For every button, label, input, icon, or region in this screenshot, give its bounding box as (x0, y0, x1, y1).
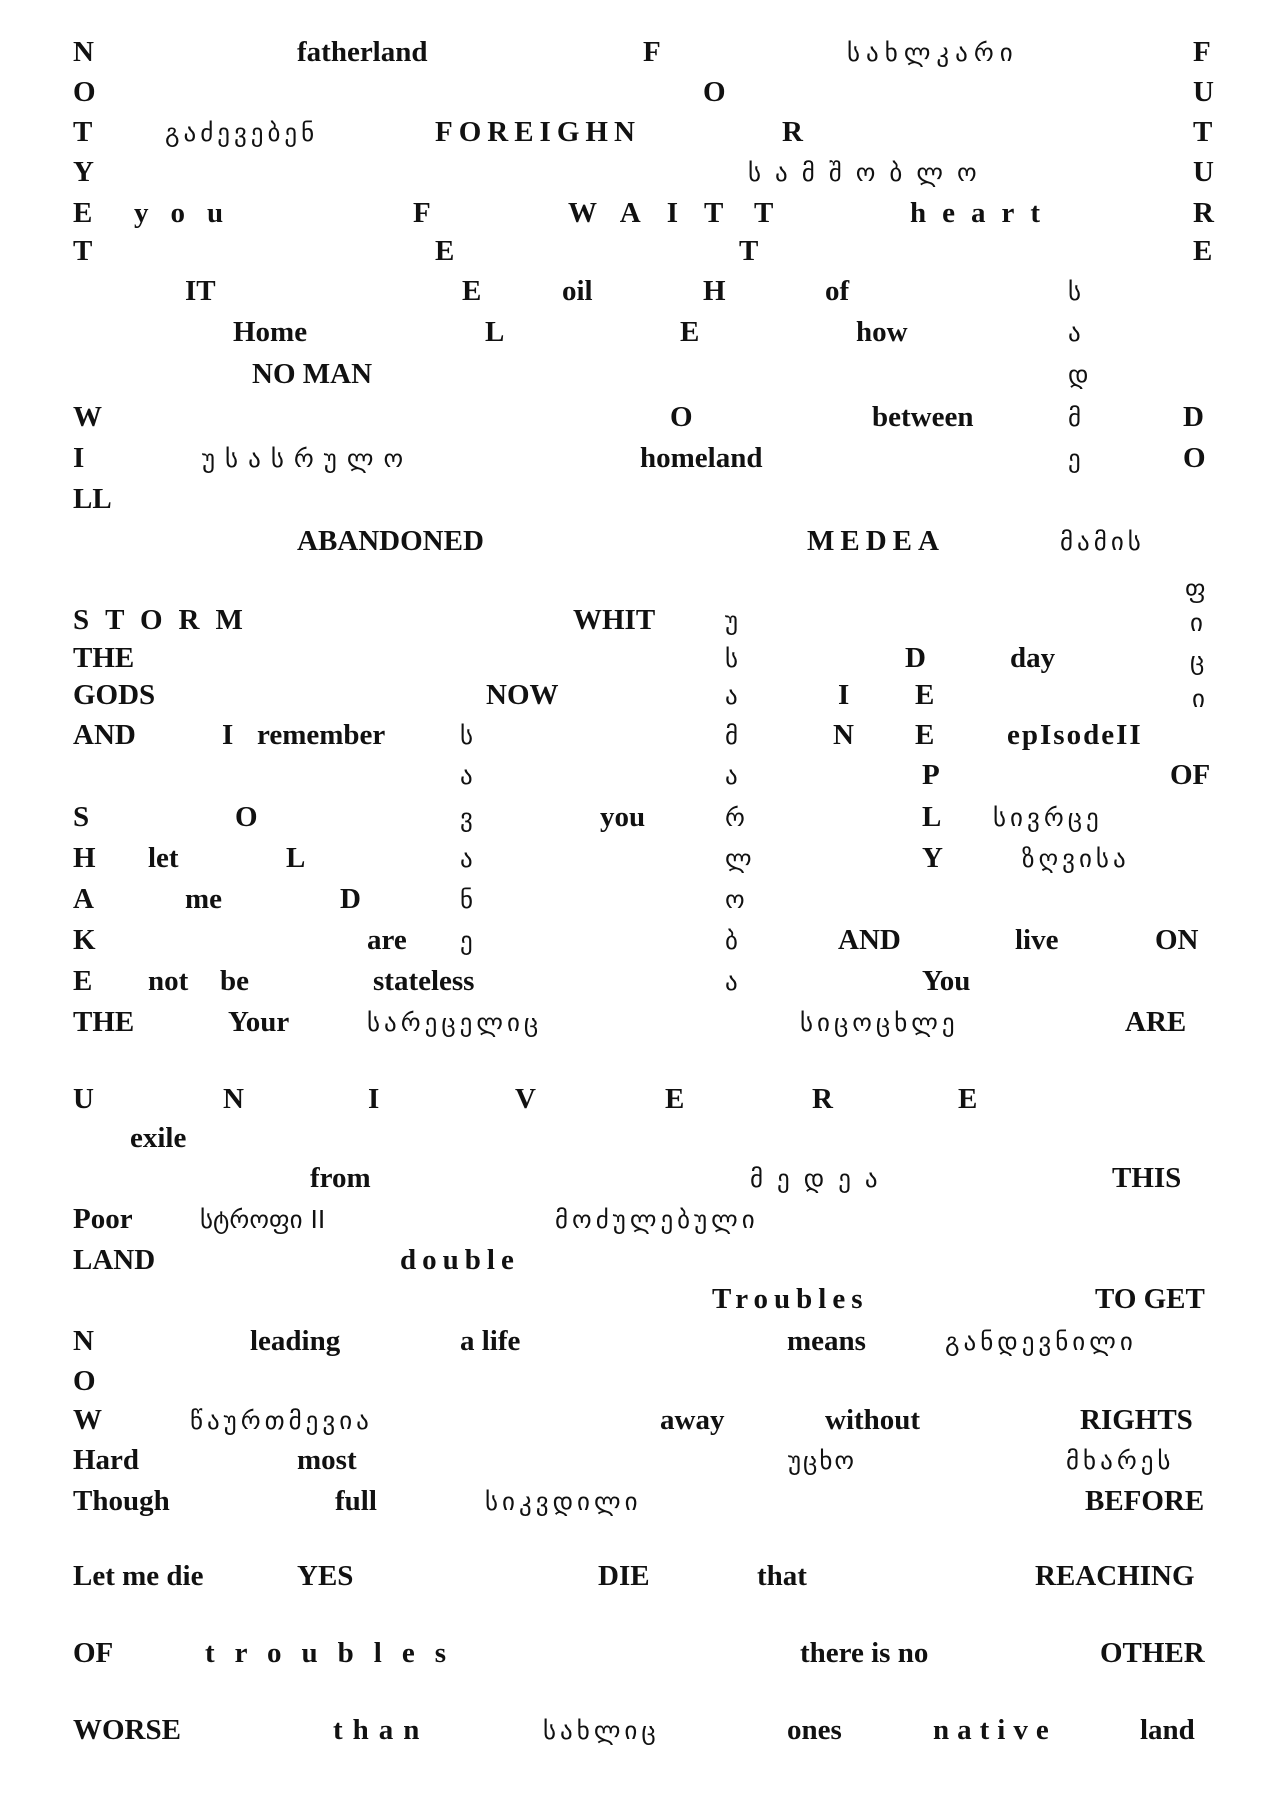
poem-word: K (73, 924, 96, 956)
poem-word: remember (257, 719, 386, 751)
poem-word: მოძულებული (555, 1205, 759, 1234)
poem-word: D (905, 642, 926, 674)
poem-word: NOW (486, 679, 559, 711)
poem-word: F (413, 197, 431, 229)
poem-word: than (333, 1714, 430, 1746)
poem-word: THE (73, 1006, 135, 1038)
poem-word: REACHING (1035, 1560, 1195, 1592)
poem-word: STORM (73, 604, 259, 636)
poem-word: O (235, 801, 258, 833)
poem-word: E (462, 275, 482, 307)
poem-word: Y (73, 156, 94, 188)
poem-word: ა (1068, 318, 1081, 347)
poem-word: GODS (73, 679, 156, 711)
poem-word: N (833, 719, 854, 751)
poem-word: that (757, 1560, 807, 1592)
poem-word: you (134, 197, 246, 229)
poem-word: მხარეს (1066, 1446, 1175, 1475)
poem-word: T (73, 235, 93, 267)
poem-word: L (286, 842, 306, 874)
poem-word: troubles (205, 1637, 466, 1669)
poem-word: away (660, 1404, 725, 1436)
poem-word: ლ (725, 844, 752, 873)
poem-word: უსასრულო (202, 444, 414, 473)
poem-word: S (73, 801, 90, 833)
poem-word: ON (1155, 924, 1199, 956)
poem-word: გაძევებენ (165, 118, 319, 147)
poem-word: P (922, 759, 940, 791)
poem-word: E (915, 719, 935, 751)
poem-word: N (73, 36, 94, 68)
poem-word: ARE (1125, 1006, 1187, 1038)
poem-word: IT (185, 275, 216, 307)
poem-word: ფ (1185, 574, 1206, 603)
poem-word: WHIT (573, 604, 656, 636)
poem-word: stateless (373, 965, 475, 997)
poem-word: ones (787, 1714, 842, 1746)
poem-word: N (223, 1083, 244, 1115)
poem-word: FOREIGHN (435, 116, 641, 148)
poem-word: I (73, 442, 85, 474)
poem-word: E (73, 965, 93, 997)
poem-word: you (600, 801, 646, 833)
poem-word: DIE (598, 1560, 650, 1592)
poem-word: OTHER (1100, 1637, 1205, 1669)
poem-word: how (856, 316, 908, 348)
poem-word: OF (73, 1637, 114, 1669)
poem-word: E (665, 1083, 685, 1115)
poem-word: E (435, 235, 455, 267)
poem-word: a life (460, 1325, 521, 1357)
poem-word: Though (73, 1485, 170, 1517)
poem-word: სახლიც (543, 1716, 660, 1745)
poem-word: U (73, 1083, 94, 1115)
poem-word: YES (297, 1560, 354, 1592)
poem-word: epIsodeII (1007, 719, 1143, 751)
poem-word: MEDEA (807, 525, 945, 557)
poem-word: means (787, 1325, 866, 1357)
poem-word: სარეცელიც (367, 1008, 543, 1037)
poem-word: of (825, 275, 850, 307)
poem-word: ABANDONED (297, 525, 484, 557)
poem-word: W (73, 401, 102, 433)
poem-word: let (148, 842, 179, 874)
poem-word: R (812, 1083, 833, 1115)
poem-word: most (297, 1444, 357, 1476)
poem-word: TO GET (1095, 1283, 1205, 1315)
poem-word: not (148, 965, 189, 997)
poem-word: R (1193, 197, 1214, 229)
poem-word: განდევნილი (945, 1327, 1137, 1356)
poem-word: ი (1192, 684, 1205, 713)
poem-word: live (1015, 924, 1059, 956)
poem-word: A (73, 883, 94, 915)
poem-word: ნ (460, 885, 474, 914)
poem-word: You (922, 965, 971, 997)
poem-word: are (367, 924, 407, 956)
poem-word: ა (460, 844, 473, 873)
poem-word: O (670, 401, 693, 433)
poem-word: Let me die (73, 1560, 204, 1592)
poem-word: T (754, 197, 774, 229)
poem-word: N (73, 1325, 94, 1357)
poem-word: U (1193, 156, 1214, 188)
poem-word: AND (838, 924, 901, 956)
poem-word: oil (562, 275, 593, 307)
poem-word: Troubles (712, 1283, 869, 1315)
poem-word: ა (460, 761, 473, 790)
poem-word: I (222, 719, 234, 751)
poem-word: L (922, 801, 942, 833)
poem-word: სახლკარი (847, 38, 1019, 67)
poem-word: H (73, 842, 96, 874)
poem-word: D (1183, 401, 1204, 433)
poem-word: exile (130, 1122, 187, 1154)
poem-word: fatherland (297, 36, 428, 68)
poem-word: O (73, 76, 96, 108)
poem-word: E (73, 197, 93, 229)
poem-word: without (825, 1404, 921, 1436)
poem-word: full (335, 1485, 377, 1517)
poem-word: ა (725, 681, 738, 710)
poem-word: Y (922, 842, 943, 874)
poem-word: წაურთმევია (190, 1406, 373, 1435)
poem-word: WAIT (568, 197, 750, 229)
poem-word: NO MAN (252, 358, 373, 390)
poem-word: რ (725, 803, 745, 832)
poem-word: ე (460, 926, 473, 955)
poem-word: უცხო (788, 1446, 857, 1475)
poem-word: V (515, 1083, 536, 1115)
poem-word: H (703, 275, 726, 307)
poem-word: O (1183, 442, 1206, 474)
poem-word: from (310, 1162, 371, 1194)
poem-word: E (958, 1083, 978, 1115)
poem-word: AND (73, 719, 136, 751)
poem-word: ს (1068, 277, 1082, 306)
poem-word: LL (73, 483, 112, 515)
poem-word: ბ (725, 926, 738, 955)
poem-word: homeland (640, 442, 763, 474)
poem-word: სივრცე (993, 803, 1103, 832)
poem-word: day (1010, 642, 1056, 674)
poem-word: T (1193, 116, 1213, 148)
poem-word: U (1193, 76, 1214, 108)
poem-word: ა (725, 967, 738, 996)
poem-word: ზღვისა (1022, 844, 1130, 873)
poem-word: Your (228, 1006, 290, 1038)
poem-word: დ (1068, 360, 1089, 389)
poem-word: სიცოცხლე (800, 1008, 959, 1037)
poem-word: D (340, 883, 361, 915)
poem-word: land (1140, 1714, 1195, 1746)
poem-word: ო (725, 885, 745, 914)
poem-word: T (739, 235, 759, 267)
poem-word: ც (1190, 646, 1205, 675)
poem-word: ა (725, 761, 738, 790)
poem-word: E (680, 316, 700, 348)
poem-word: სამშობლო (748, 158, 991, 187)
poem-word: RIGHTS (1080, 1404, 1193, 1436)
poem-word: Hard (73, 1444, 140, 1476)
poem-word: between (872, 401, 974, 433)
poem-word: T (73, 116, 93, 148)
poem-word: R (782, 116, 803, 148)
poem-word: სიკვდილი (485, 1487, 642, 1516)
poem-word: O (73, 1365, 96, 1397)
poem-word: Home (233, 316, 308, 348)
poem-word: უ (725, 606, 739, 635)
poem-word: BEFORE (1085, 1485, 1205, 1517)
poem-word: leading (250, 1325, 341, 1357)
poem-word: me (185, 883, 223, 915)
poem-word: ი (1190, 608, 1203, 637)
poem-word: LAND (73, 1244, 156, 1276)
poem-word: E (915, 679, 935, 711)
poem-word: სტროფი II (200, 1205, 326, 1234)
poem-word: I (368, 1083, 380, 1115)
poem-word: THE (73, 642, 135, 674)
poem-word: double (400, 1244, 520, 1276)
poem-word: heart (910, 197, 1057, 229)
poem-word: O (703, 76, 726, 108)
poem-word: ს (460, 721, 474, 750)
poem-word: Poor (73, 1203, 133, 1235)
poem-word: ს (725, 644, 739, 673)
poem-word: მ (1068, 403, 1082, 432)
poem-word: ვ (460, 803, 473, 832)
poem-word: E (1193, 235, 1213, 267)
poem-word: be (220, 965, 249, 997)
poem-word: მამის (1060, 527, 1145, 556)
poem-word: F (1193, 36, 1211, 68)
poem-word: native (933, 1714, 1057, 1746)
poem-word: მ (725, 721, 739, 750)
poem-word: THIS (1112, 1162, 1182, 1194)
poem-word: there is no (800, 1637, 929, 1669)
poem-word: WORSE (73, 1714, 181, 1746)
poem-word: I (838, 679, 850, 711)
poem-word: F (643, 36, 661, 68)
poem-word: W (73, 1404, 102, 1436)
poem-word: მედეა (750, 1164, 892, 1193)
poem-word: L (485, 316, 505, 348)
poem-word: ე (1068, 444, 1081, 473)
poem-word: OF (1170, 759, 1211, 791)
